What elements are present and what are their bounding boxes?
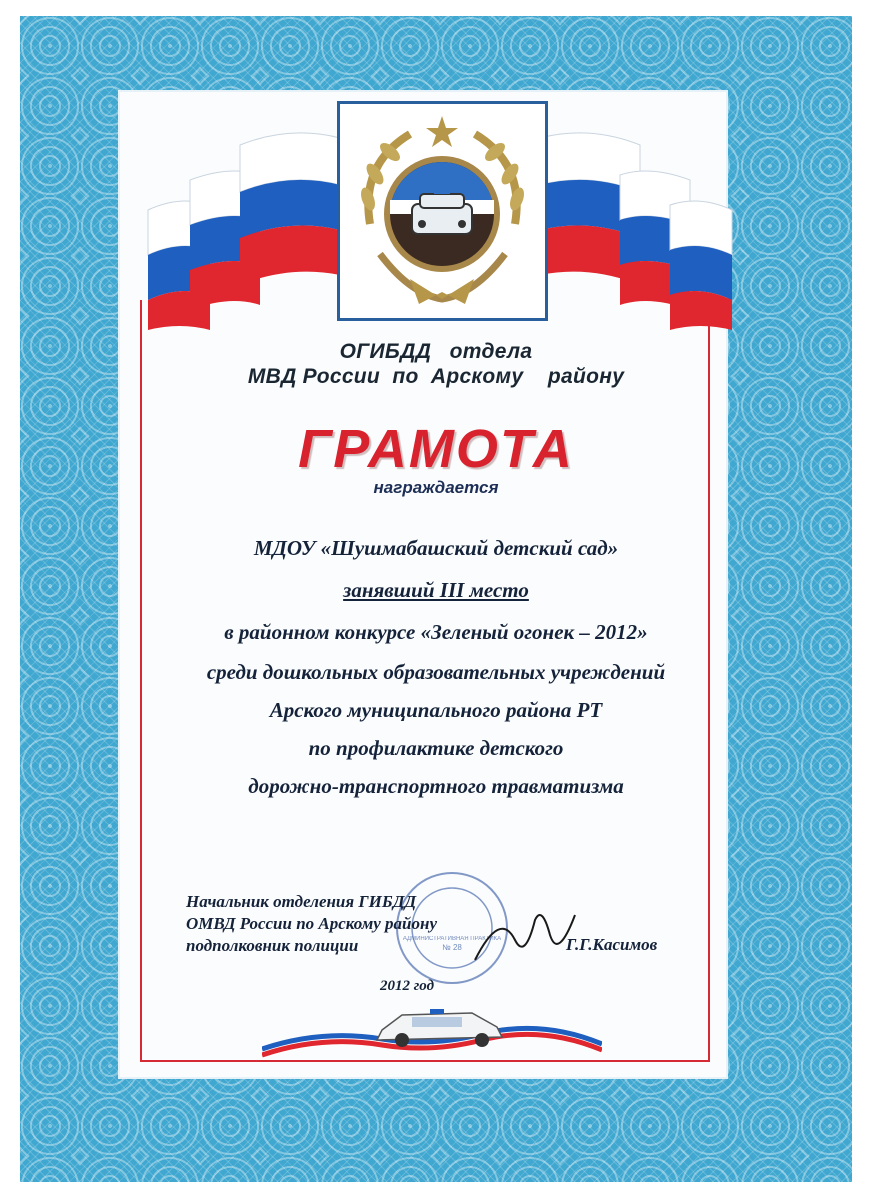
signer-title-1: Начальник отделения ГИБДД	[186, 892, 417, 911]
signer-title-2: ОМВД России по Арскому району	[186, 914, 437, 933]
signer-rank: подполковник полиции	[186, 936, 359, 955]
issuer-line-1: ОГИБДД отдела	[339, 340, 533, 363]
gibdd-emblem-icon	[340, 104, 545, 318]
signer-name: Г.Г.Касимов	[566, 935, 658, 954]
document-title: ГРАМОТА	[298, 419, 574, 479]
stamp-center-text: АДМИНИСТРАТИВНАЯ ПРАКТИКА	[402, 936, 502, 942]
gibdd-emblem-frame	[337, 101, 548, 321]
region-line: Арского муниципального района РТ	[269, 698, 603, 722]
stamp-number: № 28	[442, 943, 462, 952]
police-car-ribbon-icon	[262, 985, 602, 1065]
category-line: среди дошкольных образовательных учреждений	[206, 660, 666, 684]
place-line	[150, 578, 722, 603]
document-year: 2012 год	[380, 978, 435, 994]
topic-line-2: дорожно-транспортного травматизма	[248, 774, 624, 798]
document-subtitle: награждается	[373, 478, 499, 497]
awardee-line: МДОУ «Шушмабашский детский сад»	[253, 536, 619, 560]
topic-line-1: по профилактике детского	[308, 736, 564, 760]
contest-line: в районном конкурсе «Зеленый огонек – 2012»	[224, 620, 648, 644]
signature-scribble-icon	[470, 900, 580, 980]
place-text: занявший III место	[343, 578, 529, 602]
issuer-line-2: МВД России по Арскому району	[247, 365, 625, 388]
